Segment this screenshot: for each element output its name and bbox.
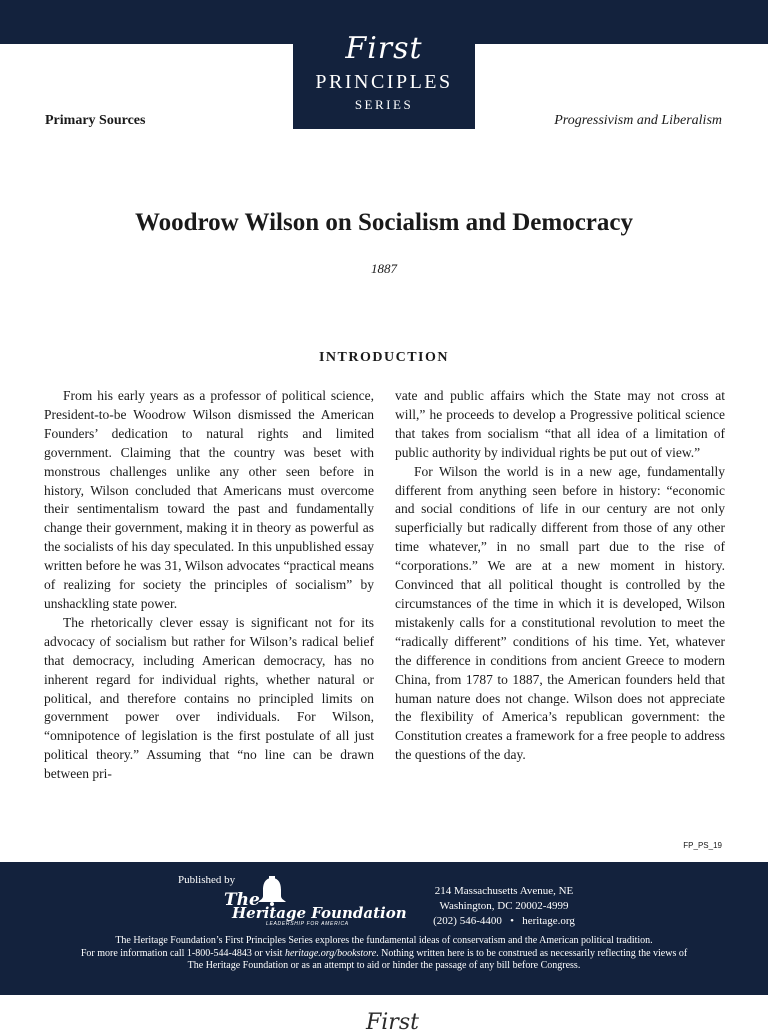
published-by-label: Published by bbox=[178, 874, 236, 886]
address-contact bbox=[404, 914, 604, 929]
document-code: FP_PS_19 bbox=[683, 841, 722, 850]
bullet-separator: • bbox=[510, 915, 514, 927]
footer-note bbox=[30, 935, 738, 973]
logo-name: Heritage Foundation bbox=[232, 904, 407, 922]
section-heading: INTRODUCTION bbox=[318, 350, 449, 365]
series-series: SERIES bbox=[354, 97, 414, 112]
footer bbox=[0, 862, 768, 995]
left-column bbox=[44, 387, 374, 784]
paragraph: For Wilson the world is in a new age, fundamentally different from anything seen before in history: “economic and social conditions of life in our century are not only superficially but radically different from those of any other time whatever,” in no small part due to the rise of “corporations.” We are at a new moment in history. Convinced that all political thought is controlled by the circumstances of the time in which it is developed, Wilson mistakenly calls for a constitutional revolution to meet the “radically different” conditions of his time. Yet, whatever the difference in conditions from ancient Greece to modern China, from 1787 to 1887, the American founders held that human nature does not change. Wilson does not appreciate the flexibility of America’s republican government: the Constitution creates a framework for a free people to address the questions of the day. bbox=[395, 463, 725, 763]
logo-tagline: LEADERSHIP FOR AMERICA bbox=[266, 921, 349, 927]
category-label: Primary Sources bbox=[45, 113, 146, 128]
footer-note-line: The Heritage Foundation’s First Principles Series explores the fundamental ideas of conservatism and the American political tradition. bbox=[115, 935, 653, 946]
address-city: Washington, DC 20002-4999 bbox=[439, 900, 569, 912]
series-principles: PRINCIPLES bbox=[315, 71, 453, 93]
address-block bbox=[404, 884, 604, 929]
phone-number: (202) 546-4400 bbox=[433, 915, 502, 927]
topic-label: Progressivism and Liberalism bbox=[554, 113, 722, 128]
logo-the: The bbox=[224, 890, 260, 910]
address-street: 214 Massachusetts Avenue, NE bbox=[434, 885, 574, 897]
right-column bbox=[395, 387, 725, 765]
footer-note-text: . Nothing written here is to be construed as necessarily reflecting the views of bbox=[376, 947, 688, 959]
series-logo bbox=[293, 0, 475, 129]
next-page-series-mark: First bbox=[366, 1010, 419, 1035]
footer-note-line bbox=[30, 948, 738, 961]
document-year: 1887 bbox=[371, 261, 397, 276]
document-title: Woodrow Wilson on Socialism and Democracy bbox=[135, 209, 633, 236]
heritage-foundation-logo bbox=[218, 876, 407, 928]
footer-note-line: The Heritage Foundation or as an attempt to aid or hinder the passage of any bill before Congress. bbox=[187, 960, 581, 971]
bookstore-link[interactable]: heritage.org/bookstore bbox=[284, 947, 377, 959]
paragraph-continuation: vate and public affairs which the State may not cross at will,” he proceeds to develop a Progressive political science that takes from socialism “that all idea of a limitation of public authority by individual rights be put out of view.” bbox=[395, 388, 725, 460]
footer-note-text: For more information call 1-800-544-4843 or visit bbox=[80, 947, 285, 959]
paragraph: From his early years as a professor of political science, President-to-be Woodrow Wilson dismissed the American Founders’ dedication to natural rights and limited government. Claiming that the country was beset with monstrous challenges unlike any other seen before in history, Wilson concluded that Americans must overcome their sentimentalism toward the past and fundamentally change their government, making it in theory as powerful as the socialists of his day speculated. In this unpublished essay written before he was 31, Wilson advocates “practical means of realizing for society the principles of socialism” by unshackling state power. bbox=[44, 388, 374, 611]
paragraph: The rhetorically clever essay is significant not for its advocacy of socialism but rather for Wilson’s radical belief that democracy, including American democracy, has no inherent regard for individual rights, whether natural or political, and therefore contains no principled limits on government power over individuals. For Wilson, “omnipotence of legislation is the first postulate of all just political theory.” Assuming that “no line can be drawn between pri- bbox=[44, 614, 374, 782]
website-link[interactable]: heritage.org bbox=[522, 915, 575, 927]
series-first: First bbox=[345, 31, 423, 66]
